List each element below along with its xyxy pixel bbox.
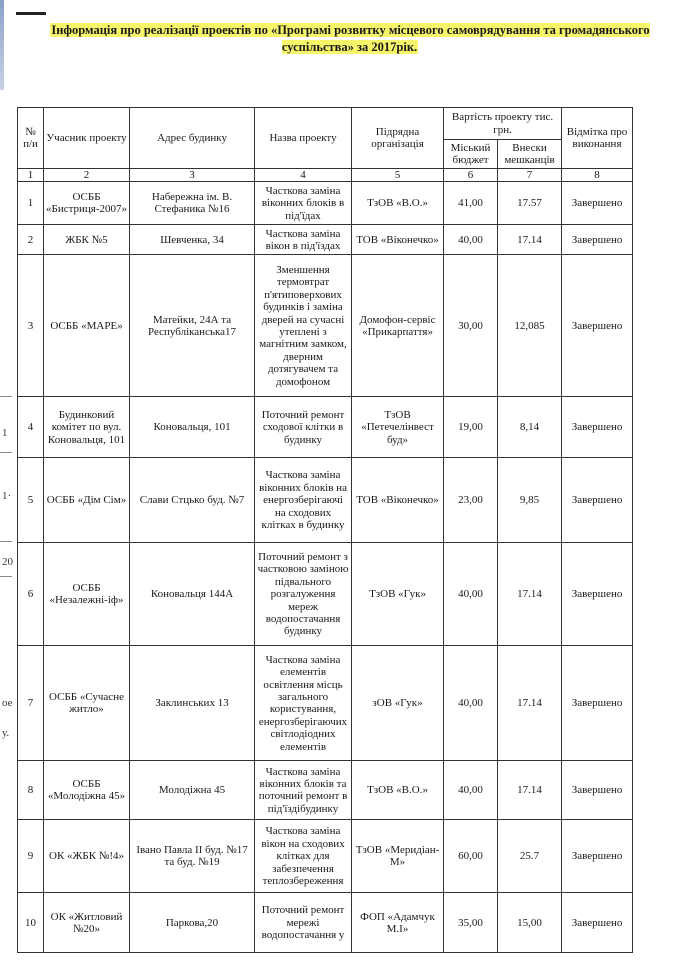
row-address: Слави Стцько буд. №7 [130, 458, 255, 543]
table-row [18, 893, 633, 953]
row-city-budget: 30,00 [444, 255, 498, 397]
header-project: Назва проекту [255, 108, 352, 169]
row-residents: 9,85 [498, 458, 562, 543]
header-contractor: Підрядна організація [352, 108, 444, 169]
row-status: Завершено [562, 646, 633, 761]
row-residents: 17.14 [498, 761, 562, 820]
margin-mark: 1· [2, 490, 12, 502]
margin-line [0, 541, 12, 542]
row-status: Завершено [562, 397, 633, 458]
row-city-budget: 60,00 [444, 820, 498, 893]
row-contractor: ТзОВ «Меридіан-М» [352, 820, 444, 893]
column-number: 3 [130, 169, 255, 182]
row-city-budget: 40,00 [444, 646, 498, 761]
row-address: Шевченка, 34 [130, 225, 255, 255]
row-participant: ОСББ «МАРЕ» [44, 255, 130, 397]
table-row [18, 458, 633, 543]
column-number: 7 [498, 169, 562, 182]
row-project: Часткова заміна віконних блоків на енергозберігаючі на сходових клітках в будинку [255, 458, 352, 543]
header-cost-group: Вартість проекту тис. грн. [444, 108, 562, 140]
table-row [18, 543, 633, 646]
table-body [18, 182, 633, 953]
margin-line [0, 452, 12, 453]
row-contractor: Домофон-сервіс «Прикарпаття» [352, 255, 444, 397]
column-number: 8 [562, 169, 633, 182]
row-status: Завершено [562, 543, 633, 646]
row-address: Матейки, 24А та Республіканська17 [130, 255, 255, 397]
row-participant: ОСББ «Незалежні-іф» [44, 543, 130, 646]
row-residents: 8,14 [498, 397, 562, 458]
row-project: Поточний ремонт сходової клітки в будинку [255, 397, 352, 458]
table-row [18, 820, 633, 893]
row-num: 8 [18, 761, 44, 820]
scan-mark [16, 12, 46, 15]
row-contractor: ТОВ «Віконечко» [352, 458, 444, 543]
row-city-budget: 40,00 [444, 543, 498, 646]
column-number-row [18, 169, 633, 182]
row-num: 3 [18, 255, 44, 397]
row-residents: 25.7 [498, 820, 562, 893]
row-status: Завершено [562, 761, 633, 820]
row-city-budget: 23,00 [444, 458, 498, 543]
margin-mark: 20 [2, 556, 13, 568]
row-residents: 17.57 [498, 182, 562, 225]
row-address: Паркова,20 [130, 893, 255, 953]
column-number: 4 [255, 169, 352, 182]
row-contractor: ТзОВ «Петечелінвест буд» [352, 397, 444, 458]
row-num: 1 [18, 182, 44, 225]
row-num: 7 [18, 646, 44, 761]
document-title [20, 22, 680, 56]
row-participant: ОСББ «Бистриця-2007» [44, 182, 130, 225]
row-participant: ОСББ «Дім Сім» [44, 458, 130, 543]
row-address: Заклинських 13 [130, 646, 255, 761]
row-participant: Будинковий комітет по вул. Коновальця, 101 [44, 397, 130, 458]
column-number: 6 [444, 169, 498, 182]
header-city-budget: Міський бюджет [444, 140, 498, 169]
table-row [18, 182, 633, 225]
row-status: Завершено [562, 893, 633, 953]
row-participant: ОК «ЖБК №!4» [44, 820, 130, 893]
row-residents: 17.14 [498, 225, 562, 255]
row-participant: ЖБК №5 [44, 225, 130, 255]
margin-line [0, 396, 12, 397]
row-num: 6 [18, 543, 44, 646]
table-row [18, 761, 633, 820]
column-number: 5 [352, 169, 444, 182]
row-address: Івано Павла ІІ буд. №17 та буд. №19 [130, 820, 255, 893]
row-city-budget: 35,00 [444, 893, 498, 953]
table-row [18, 255, 633, 397]
projects-table [17, 107, 633, 953]
row-contractor: ТзОВ «В.О.» [352, 761, 444, 820]
row-project: Зменшення термовтрат п'ятиповерхових будинків і заміна дверей на сучасні утеплені з магнітним замком, дверним дотягувачем та домофоном [255, 255, 352, 397]
header-participant: Учасник проекту [44, 108, 130, 169]
row-project: Часткова заміна віконних блоків та поточний ремонт в під'їздібудинку [255, 761, 352, 820]
row-status: Завершено [562, 255, 633, 397]
row-contractor: ТОВ «Віконечко» [352, 225, 444, 255]
row-project: Поточний ремонт з частковою заміною підвального розгалуження мереж водопостачання будинку [255, 543, 352, 646]
row-status: Завершено [562, 820, 633, 893]
row-city-budget: 40,00 [444, 225, 498, 255]
row-project: Часткова заміна елементів освітлення місць загального користування, енергозберігаючих світлодіодних елементів [255, 646, 352, 761]
header-num: № п/и [18, 108, 44, 169]
row-project: Часткова заміна віконних блоків в під'їдах [255, 182, 352, 225]
row-address: Молодіжна 45 [130, 761, 255, 820]
margin-artifacts [0, 0, 16, 960]
margin-mark: ое [2, 697, 13, 709]
document-title-text: Інформація про реалізації проектів по «Програмі розвитку місцевого самоврядування та громадянського суспільства» за 2017рік. [51, 23, 650, 54]
margin-line [0, 576, 12, 577]
row-status: Завершено [562, 225, 633, 255]
row-participant: ОК «Житловий №20» [44, 893, 130, 953]
row-num: 5 [18, 458, 44, 543]
row-project: Часткова заміна вікон на сходових клітках для забезпечення теплозбереження [255, 820, 352, 893]
row-address: Коновальця, 101 [130, 397, 255, 458]
margin-mark: 1 [2, 427, 8, 439]
row-contractor: ТзОВ «В.О.» [352, 182, 444, 225]
row-contractor: зОВ «Гук» [352, 646, 444, 761]
row-contractor: ФОП «Адамчук М.І» [352, 893, 444, 953]
row-city-budget: 41,00 [444, 182, 498, 225]
row-num: 10 [18, 893, 44, 953]
header-residents: Внески мешканців [498, 140, 562, 169]
row-contractor: ТзОВ «Гук» [352, 543, 444, 646]
row-address: Набережна ім. В. Стефаника №16 [130, 182, 255, 225]
row-residents: 17.14 [498, 543, 562, 646]
row-num: 4 [18, 397, 44, 458]
column-number: 1 [18, 169, 44, 182]
row-project: Часткова заміна вікон в під'їздах [255, 225, 352, 255]
row-participant: ОСББ «Сучасне житло» [44, 646, 130, 761]
row-address: Коновальця 144А [130, 543, 255, 646]
row-city-budget: 40,00 [444, 761, 498, 820]
margin-mark: у. [2, 727, 10, 739]
table-row [18, 225, 633, 255]
table-row [18, 646, 633, 761]
row-num: 9 [18, 820, 44, 893]
row-status: Завершено [562, 458, 633, 543]
row-city-budget: 19,00 [444, 397, 498, 458]
row-residents: 15,00 [498, 893, 562, 953]
row-project: Поточний ремонт мережі водопостачання у [255, 893, 352, 953]
row-residents: 17.14 [498, 646, 562, 761]
header-address: Адрес будинку [130, 108, 255, 169]
row-participant: ОСББ «Молодіжна 45» [44, 761, 130, 820]
column-number: 2 [44, 169, 130, 182]
row-status: Завершено [562, 182, 633, 225]
row-residents: 12,085 [498, 255, 562, 397]
row-num: 2 [18, 225, 44, 255]
header-status: Відмітка про виконання [562, 108, 633, 169]
table-row [18, 397, 633, 458]
